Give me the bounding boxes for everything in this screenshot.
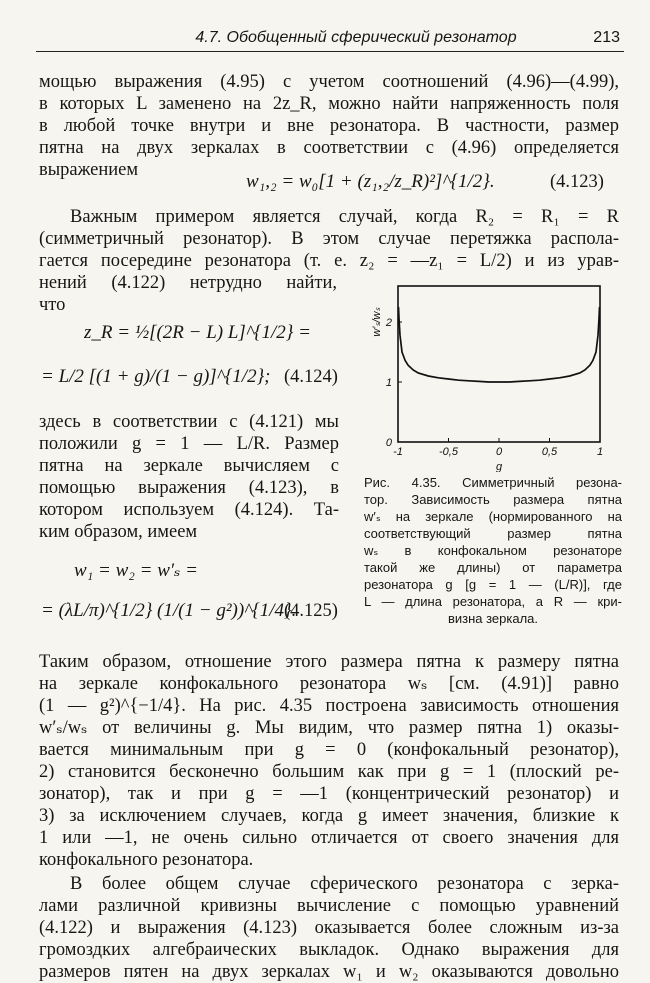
running-header [36, 27, 624, 52]
x-axis-label: g [495, 461, 503, 472]
page-number: 213 [593, 29, 620, 46]
text-line: гается посередине резонатора (т. е. z₂ = —z₁ = L/2) и из урав- [39, 251, 619, 271]
text-line: (симметричный резонатор). В этом случае перетяжка распола- [39, 229, 619, 249]
text-line: размеров пятен на двух зеркалах w₁ и w₂ оказываются довольно [39, 962, 619, 982]
caption-line: соответствующий размер пятна [364, 526, 622, 541]
text-line: что [39, 295, 66, 315]
text-line: ким образом, имеем [39, 522, 198, 542]
text-line: помощью выражения (4.123), в [39, 478, 339, 498]
text-line: в любой точке внутри и вне резонатора. В частности, размер [39, 116, 619, 136]
text-line: в которых L заменено на 2z_R, можно найти напряженность поля [39, 94, 619, 114]
x-tick-label: -1 [393, 446, 403, 458]
chart-frame [398, 286, 600, 442]
x-tick-label: 1 [596, 446, 604, 458]
equation-4-125-line2: = (λL/π)^{1/2} (1/(1 − g²))^{1/4}. [41, 600, 297, 621]
equation-4-124-line1: z_R = ½[(2R − L) L]^{1/2} = [84, 322, 311, 343]
text-line: положили g = 1 — L/R. Размер [39, 434, 339, 454]
y-tick-label: 0 [385, 437, 392, 449]
text-line: выражением [39, 160, 139, 180]
text-line: 2) становится бесконечно большим как при g = 1 (плоский ре- [39, 762, 619, 782]
text-line: конфокального резонатора. [39, 850, 254, 870]
figure-4-35 [356, 276, 624, 656]
equation-number: (4.124) [284, 367, 338, 387]
text-line: В более общем случае сферического резонатора с зерка- [70, 874, 619, 894]
text-line: 1 или —1, не очень сильно отличается от своего значения для [39, 828, 619, 848]
text-line: вается минимальным при g = 0 (конфокальный резонатор), [39, 740, 619, 760]
x-tick-label: 0,5 [541, 446, 558, 458]
text-line: (1 — g²)^{−1/4}. На рис. 4.35 построена зависимость отношения [39, 696, 619, 716]
text-line: громоздких алгебраических выкладок. Однако выражения для [39, 940, 619, 960]
text-line: Важным примером является случай, когда R₂ = R₁ = R [70, 207, 619, 227]
spot-size-curve [399, 307, 600, 382]
figure-caption [364, 474, 622, 627]
equation-4-124-line2: = L/2 [(1 + g)/(1 − g)]^{1/2}; [41, 366, 271, 387]
text-line: на зеркале конфокального резонатора wₛ [см. (4.91)] равно [39, 674, 619, 694]
x-tick-label: -0,5 [439, 446, 458, 458]
equation-4-123: w₁,₂ = w₀[1 + (z₁,₂/z_R)²]^{1/2}. [246, 171, 495, 192]
text-line: мощью выражения (4.95) с учетом соотношений (4.96)—(4.99), [39, 72, 619, 92]
y-tick-label: 1 [385, 377, 392, 389]
caption-line: такой же длины) от параметра [364, 560, 622, 575]
caption-line: резонатора g [g = 1 — (L/R)], где [364, 577, 622, 592]
spot-size-chart [356, 276, 624, 472]
equation-number: (4.123) [550, 172, 604, 192]
text-line: (4.122) и выражения (4.123) оказывается более сложным из-за [39, 918, 619, 938]
text-line: w′ₛ/wₛ от величины g. Мы видим, что размер пятна 1) оказы- [39, 718, 619, 738]
caption-line: тор. Зависимость размера пятна [364, 492, 622, 507]
text-line: лами различной кривизны вычисление с помощью уравнений [39, 896, 619, 916]
text-line: нений (4.122) нетрудно найти, [39, 273, 337, 293]
text-line: здесь в соответствии с (4.121) мы [39, 412, 339, 432]
caption-line: w′ₛ на зеркале (нормированного на [364, 509, 622, 524]
caption-line: L — длина резонатора, а R — кри- [364, 594, 622, 609]
text-line: пятна на двух зеркалах в соответствии с (4.96) определяется [39, 138, 619, 158]
caption-line: Рис. 4.35. Симметричный резона- [364, 475, 622, 490]
text-line: зонатор), так и при g = —1 (концентрический резонатор) и [39, 784, 619, 804]
x-tick-label: 0 [495, 446, 503, 458]
caption-line: wₛ в конфокальном резонаторе [364, 543, 622, 558]
text-line: котором используем (4.124). Та- [39, 500, 339, 520]
y-axis-label: w′ₛ/wₛ [371, 307, 383, 337]
equation-4-125-line1: w₁ = w₂ = w′ₛ = [74, 560, 199, 581]
running-title: 4.7. Обобщенный сферический резонатор [195, 29, 517, 46]
text-line: пятна на зеркале вычисляем с [39, 456, 339, 476]
text-line: 3) за исключением случаев, когда g имеет значения, близкие к [39, 806, 619, 826]
equation-number: (4.125) [284, 601, 338, 621]
caption-line: визна зеркала. [447, 611, 539, 626]
y-tick-label: 2 [385, 317, 392, 329]
text-line: Таким образом, отношение этого размера пятна к размеру пятна [39, 652, 619, 672]
